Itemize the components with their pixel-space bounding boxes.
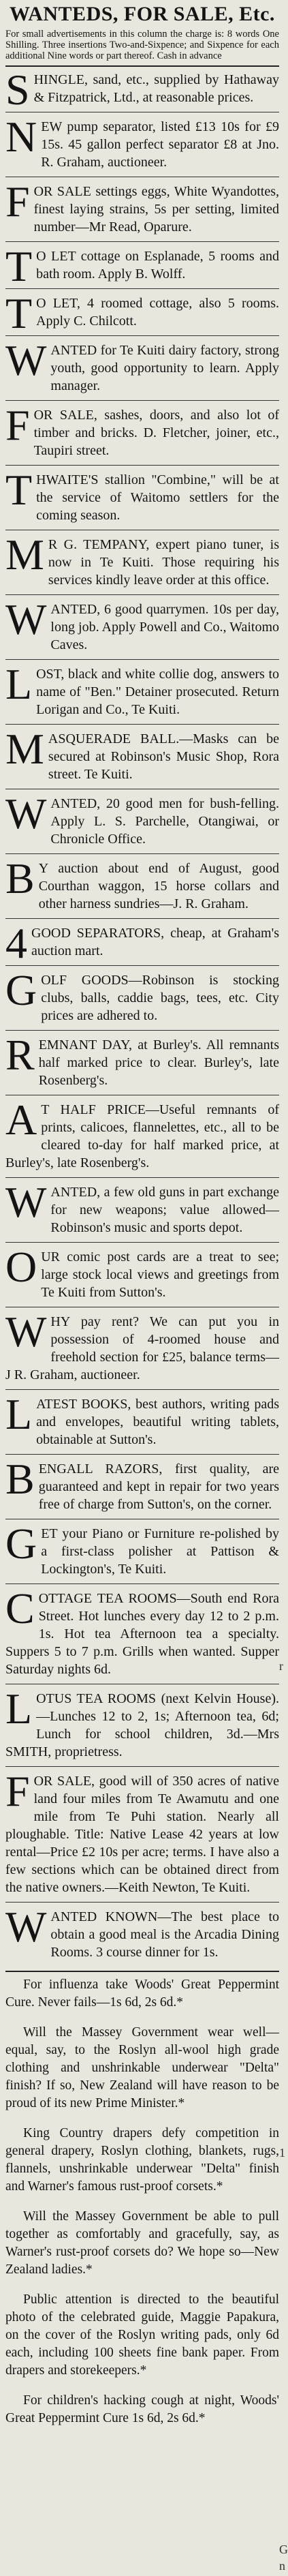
advertisement-list <box>5 65 279 1967</box>
drop-cap: W <box>5 336 47 384</box>
ad-text: EW pump separator, listed £13 10s for £9 15s. 45 gallon perfect separator £8 at Jno. R. Graham, auctioneer. <box>41 119 279 170</box>
ad-text: HWAITE'S stallion "Combine," will be at the service of Waitomo settlers for the coming season. <box>36 472 279 523</box>
edge-fragment: G <box>279 2543 288 2556</box>
ad-text: T HALF PRICE—Useful remnants of prints, calicoes, flannelettes, etc., all to be cleared to-day for half marked price, at Burley's, late Rosenberg's. <box>5 1102 279 1170</box>
classified-ad <box>5 854 279 919</box>
edge-fragment: 1 <box>279 2146 285 2160</box>
ad-text: R G. TEMPANY, expert piano tuner, is now in Te Kuiti. Those requiring his services kindly leave order at this office. <box>48 537 279 588</box>
drop-cap: F <box>5 401 30 449</box>
classified-ad <box>5 1178 279 1243</box>
classified-ad <box>5 1903 279 1967</box>
classified-ad <box>5 1243 279 1307</box>
ad-text: GOOD SEPARATORS, cheap, at Graham's auction mart. <box>31 926 279 958</box>
drop-cap: M <box>5 725 44 773</box>
notice-paragraph: For children's hacking cough at night, Woods' Great Peppermint Cure 1s 6d, 2s 6d.* <box>5 2393 279 2425</box>
ad-text: ENGALL RAZORS, first quality, are guaranteed and kept in repair for two years free of charge from Sutton's, on the corner. <box>38 1461 279 1512</box>
edge-fragment: n <box>279 2559 285 2573</box>
classified-ad <box>5 1684 279 1767</box>
classified-ad <box>5 595 279 660</box>
ad-text: OLF GOODS—Robinson is stocking clubs, balls, caddie bags, tees, etc. City prices are adhered to. <box>41 973 279 1023</box>
drop-cap: F <box>5 1767 30 1815</box>
notice-paragraph: Public attention is directed to the beautiful photo of the celebrated guide, Maggie Papakura, on the cover of the Roslyn writing pads, only 6d each, including 100 sheets fine bank paper. From drapers and storekeepers.* <box>5 2292 279 2378</box>
drop-cap: M <box>5 530 44 579</box>
ad-text: ANTED, 6 good quarrymen. 10s per day, long job. Apply Powell and Co., Waitomo Caves. <box>50 602 279 652</box>
classified-ad <box>5 530 279 595</box>
classified-ad <box>5 1031 279 1095</box>
drop-cap: W <box>5 789 47 838</box>
ad-text: ANTED, 20 good men for bush-felling. Apply L. S. Parchelle, Otangiwai, or Chronicle Office. <box>50 796 279 847</box>
ad-text: HINGLE, sand, etc., supplied by Hathaway & Fitzpatrick, Ltd., at reasonable prices. <box>33 72 279 105</box>
ad-text: ANTED, a few old guns in part exchange for new weapons; value allowed—Robinson's music and sports depot. <box>50 1185 279 1235</box>
classified-ad <box>5 1519 279 1584</box>
classified-ad <box>5 1455 279 1519</box>
classified-ad <box>5 65 279 114</box>
drop-cap: S <box>5 65 30 114</box>
drop-cap: R <box>5 1031 35 1079</box>
drop-cap: T <box>5 242 33 290</box>
ad-text: OTUS TEA ROOMS (next Kelvin House).—Lunches 12 to 2, 1s; Afternoon tea, 6d; Lunch for school children, 3d.—Mrs SMITH, proprietress. <box>5 1691 279 1759</box>
ad-text: ANTED for Te Kuiti dairy factory, strong youth, good opportunity to learn. Apply manager. <box>50 343 279 393</box>
classified-ad <box>5 1767 279 1903</box>
ad-text: O LET, 4 roomed cottage, also 5 rooms. Apply C. Chilcott. <box>36 296 279 329</box>
drop-cap: L <box>5 1684 33 1733</box>
drop-cap: N <box>5 112 37 161</box>
drop-cap: 4 <box>5 919 27 967</box>
classified-ad <box>5 401 279 466</box>
ad-text: Y auction about end of August, good Courthan waggon, 15 horse collars and other harness sundries—J. R. Graham. <box>38 861 279 911</box>
reading-notices <box>5 1971 279 2427</box>
edge-fragment: r <box>279 1659 283 1673</box>
ad-text: EMNANT DAY, at Burley's. All remnants half marked price to clear. Burley's, late Rosenberg's. <box>38 1037 279 1088</box>
ad-text: UR comic post cards are a treat to see; large stock local views and greetings from Te Kuiti from Sutton's. <box>41 1249 279 1300</box>
drop-cap: C <box>5 1584 35 1633</box>
ad-text: HY pay rent? We can put you in possession of 4-roomed house and freehold section for £25, balance terms—J R. Graham, auctioneer. <box>5 1314 279 1382</box>
drop-cap: L <box>5 1390 33 1438</box>
notice-paragraph: King Country drapers defy competition in general drapery, Roslyn clothing, blankets, rugs, flannels, unshrinkable underwear "Delta" finish and Warner's famous rust-proof corsets.* <box>5 2126 279 2194</box>
classified-ad <box>5 789 279 854</box>
drop-cap: T <box>5 289 33 337</box>
ad-text: ATEST BOOKS, best authors, writing pads and envelopes, beautiful writing tablets, obtainable at Sutton's. <box>36 1397 279 1447</box>
drop-cap: G <box>5 1519 37 1568</box>
classified-ad <box>5 112 279 177</box>
classified-column <box>0 1 286 2427</box>
drop-cap: B <box>5 854 35 903</box>
classified-ad <box>5 242 279 290</box>
classified-ad <box>5 1307 279 1390</box>
classified-ad <box>5 336 279 401</box>
ad-text: OR SALE settings eggs, White Wyandottes, finest laying strains, 5s per setting, limited number—Mr Read, Oparure. <box>33 184 279 234</box>
ad-text: OR SALE, good will of 350 acres of native land four miles from Te Awamutu and one mile from Te Puhi station. Nearly all ploughable. Title: Native Lease 42 years at low rental—Price £2 10s per acre; terms. I have also a few sections which can be obtained direct from the native owners.—Keith Newton, Te Kuiti. <box>5 1774 279 1895</box>
notice-paragraph: Will the Massey Government be able to pull together as comfortably and gracefully, say, as Warner's rust-proof corsets do? We hope so—New Zealand ladies.* <box>5 2209 279 2277</box>
heading-rule <box>5 65 279 67</box>
classified-ad <box>5 919 279 967</box>
ad-text: ASQUERADE BALL.—Masks can be secured at Robinson's Music Shop, Rora street. Te Kuiti. <box>48 731 279 782</box>
classified-ad <box>5 1095 279 1178</box>
notice-paragraph: Will the Massey Government wear well—equal, say, to the Roslyn all-wool high grade clothing and unshrinkable underwear "Delta" finish? If so, New Zealand will have reason to be proud of its new Prime Minister.* <box>5 2025 279 2110</box>
ad-text: ET your Piano or Furniture re-polished by a first-class polisher at Pattison & Lockington's, Te Kuiti. <box>41 1526 279 1577</box>
drop-cap: B <box>5 1455 35 1503</box>
classified-ad <box>5 177 279 242</box>
drop-cap: L <box>5 660 33 708</box>
notice-paragraph: For influenza take Woods' Great Peppermint Cure. Never fails—1s 6d, 2s 6d.* <box>5 1978 279 2010</box>
column-heading: WANTEDS, FOR SALE, Etc. <box>10 3 275 25</box>
ad-text: OTTAGE TEA ROOMS—South end Rora Street. Hot lunches every day 12 to 2 p.m. 1s. Hot tea Afternoon tea a specialty. Suppers 5 to 7 p.m. Grills when wanted. Supper Saturday nights 6d. <box>5 1591 279 1677</box>
classified-ad <box>5 289 279 337</box>
drop-cap: F <box>5 177 30 226</box>
rates-notice: For small advertisements in this column the charge is: 8 words One Shilling. Three insertions Two-and-Sixpence; and Sixpence for each additional Nine words or part thereof. Cash in advance <box>5 29 279 61</box>
drop-cap: W <box>5 595 47 643</box>
drop-cap: W <box>5 1178 47 1226</box>
ad-text: OR SALE, sashes, doors, and also lot of timber and bricks. D. Fletcher, joiner, etc., Taupiri street. <box>33 408 279 458</box>
classified-ad <box>5 966 279 1031</box>
drop-cap: O <box>5 1243 37 1291</box>
classified-ad <box>5 660 279 725</box>
drop-cap: G <box>5 966 37 1014</box>
ad-text: ANTED KNOWN—The best place to obtain a good meal is the Arcadia Dining Rooms. 3 course dinner for 1s. <box>50 1909 279 1960</box>
classified-ad <box>5 466 279 530</box>
ad-text: OST, black and white collie dog, answers to name of "Ben." Detainer prosecuted. Return Lorigan and Co., Te Kuiti. <box>36 667 279 717</box>
drop-cap: W <box>5 1307 47 1356</box>
classified-ad <box>5 1390 279 1455</box>
classified-ad <box>5 1584 279 1684</box>
ad-text: O LET cottage on Esplanade, 5 rooms and bath room. Apply B. Wolff. <box>36 249 279 282</box>
drop-cap: T <box>5 466 33 514</box>
classified-ad <box>5 725 279 789</box>
drop-cap: W <box>5 1903 47 1951</box>
drop-cap: A <box>5 1095 37 1144</box>
